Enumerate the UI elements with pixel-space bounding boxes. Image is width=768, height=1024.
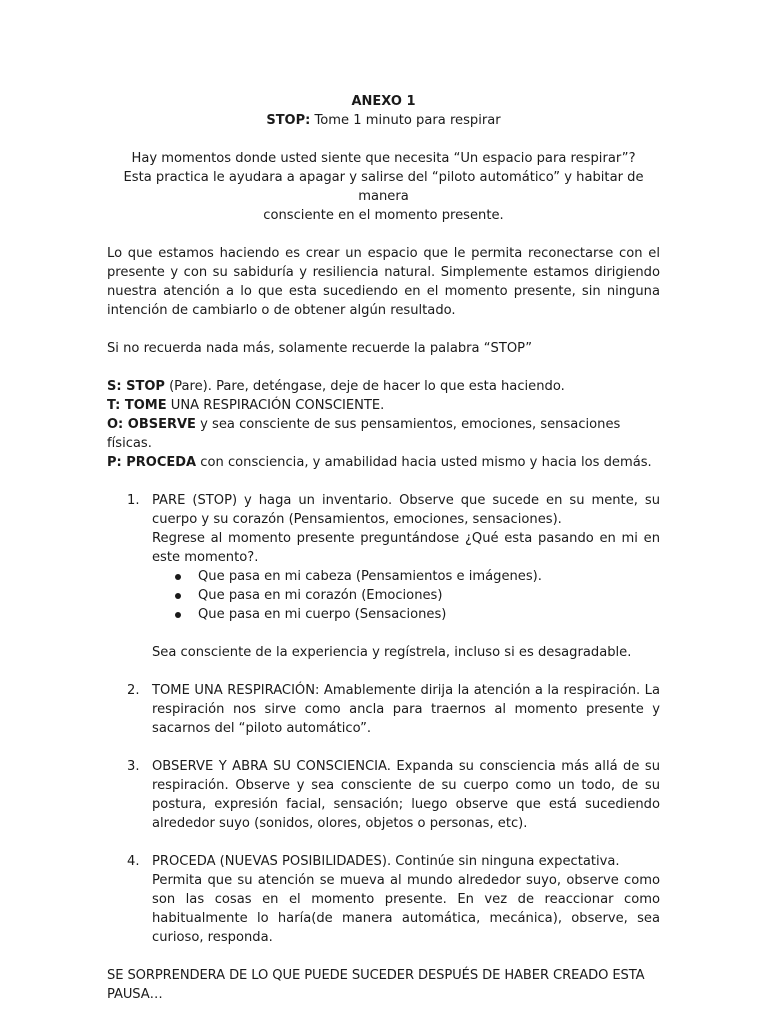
spacer <box>107 358 660 377</box>
step-number: 4. <box>127 854 140 869</box>
acronym-item-p <box>107 453 660 472</box>
acronym-item-s <box>107 377 660 396</box>
acronym-text: UNA RESPIRACIÓN CONSCIENTE. <box>166 398 385 413</box>
step-text: PARE (STOP) y haga un inventario. Observe que sucede en su mente, su cuerpo y su corazón (Pensamientos, emociones, sensaciones). <box>152 493 660 527</box>
acronym-item-t <box>107 396 660 415</box>
spacer <box>107 130 660 149</box>
step-bullets <box>152 567 660 624</box>
step-4 <box>107 852 660 947</box>
acronym-key: T: TOME <box>107 398 167 413</box>
intro-block <box>107 149 660 225</box>
subtitle-rest: Tome 1 minuto para respirar <box>310 113 501 128</box>
spacer-item <box>107 662 660 681</box>
title-text: ANEXO 1 <box>351 94 416 109</box>
spacer <box>107 947 660 966</box>
acronym-text: y sea consciente de sus pensamientos, emociones, sensaciones físicas. <box>107 417 621 451</box>
intro-line-3: consciente en el momento presente. <box>263 208 504 223</box>
acronym-key: O: OBSERVE <box>107 417 196 432</box>
acronym-list <box>107 377 660 472</box>
spacer <box>107 472 660 491</box>
step-text-3: Sea consciente de la experiencia y regístrela, incluso si es desagradable. <box>152 645 632 660</box>
spacer-item <box>107 833 660 852</box>
step-3 <box>107 757 660 833</box>
bullet-item: Que pasa en mi cuerpo (Sensaciones) <box>152 605 660 624</box>
intro-line-1: Hay momentos donde usted siente que necesita “Un espacio para respirar”? <box>131 151 636 166</box>
bullet-item: Que pasa en mi corazón (Emociones) <box>152 586 660 605</box>
step-text-2: Permita que su atención se mueva al mundo alrededor suyo, observe como son las cosas en el momento presente. En vez de reaccionar como habitualmente lo haría(de manera automática, mecánica), observe, sea curioso, responda. <box>152 873 660 945</box>
step-text-2: Regrese al momento presente preguntándose ¿Qué esta pasando en mi en este momento?. <box>152 531 660 565</box>
step-text: TOME UNA RESPIRACIÓN: Amablemente dirija la atención a la respiración. La respiración nos sirve como ancla para traernos al momento presente y sacarnos del “piloto automático”. <box>152 683 660 736</box>
acronym-key: P: PROCEDA <box>107 455 197 470</box>
paragraph-2: Si no recuerda nada más, solamente recuerde la palabra “STOP” <box>107 341 533 356</box>
step-text: PROCEDA (NUEVAS POSIBILIDADES). Continúe sin ninguna expectativa. <box>152 854 620 869</box>
spacer <box>152 624 660 643</box>
spacer <box>107 320 660 339</box>
step-1 <box>107 491 660 662</box>
spacer-item <box>107 738 660 757</box>
step-text: OBSERVE Y ABRA SU CONSCIENCIA. Expanda su consciencia más allá de su respiración. Observe y sea consciente de su cuerpo como un todo, de su postura, expresión facial, sensación; luego observe que está sucediendo alrededor suyo (sonidos, olores, objetos o personas, etc). <box>152 759 660 831</box>
step-number: 3. <box>127 759 140 774</box>
acronym-item-o <box>107 415 660 453</box>
step-number: 2. <box>127 683 140 698</box>
acronym-key: S: STOP <box>107 379 165 394</box>
acronym-text: (Pare). Pare, deténgase, deje de hacer lo que esta haciendo. <box>164 379 565 394</box>
subtitle-bold: STOP: <box>266 113 311 128</box>
step-number: 1. <box>127 493 140 508</box>
closing-line: SE SORPRENDERA DE LO QUE PUEDE SUCEDER DESPUÉS DE HABER CREADO ESTA PAUSA… <box>107 968 645 1002</box>
document-subtitle <box>107 111 660 130</box>
bullet-item: Que pasa en mi cabeza (Pensamientos e imágenes). <box>152 567 660 586</box>
paragraph-1: Lo que estamos haciendo es crear un espacio que le permita reconectarse con el presente y con su sabiduría y resiliencia natural. Simplemente estamos dirigiendo nuestra atención a lo que esta sucediendo en el momento presente, sin ninguna intención de cambiarlo o de obtener algún resultado. <box>107 246 660 318</box>
intro-line-2: Esta practica le ayudara a apagar y salirse del “piloto automático” y habitar de manera <box>123 170 644 204</box>
document-page <box>107 92 660 1004</box>
spacer <box>107 225 660 244</box>
document-title <box>107 92 660 111</box>
steps-list <box>107 491 660 947</box>
step-2 <box>107 681 660 738</box>
acronym-text: con consciencia, y amabilidad hacia usted mismo y hacia los demás. <box>196 455 652 470</box>
